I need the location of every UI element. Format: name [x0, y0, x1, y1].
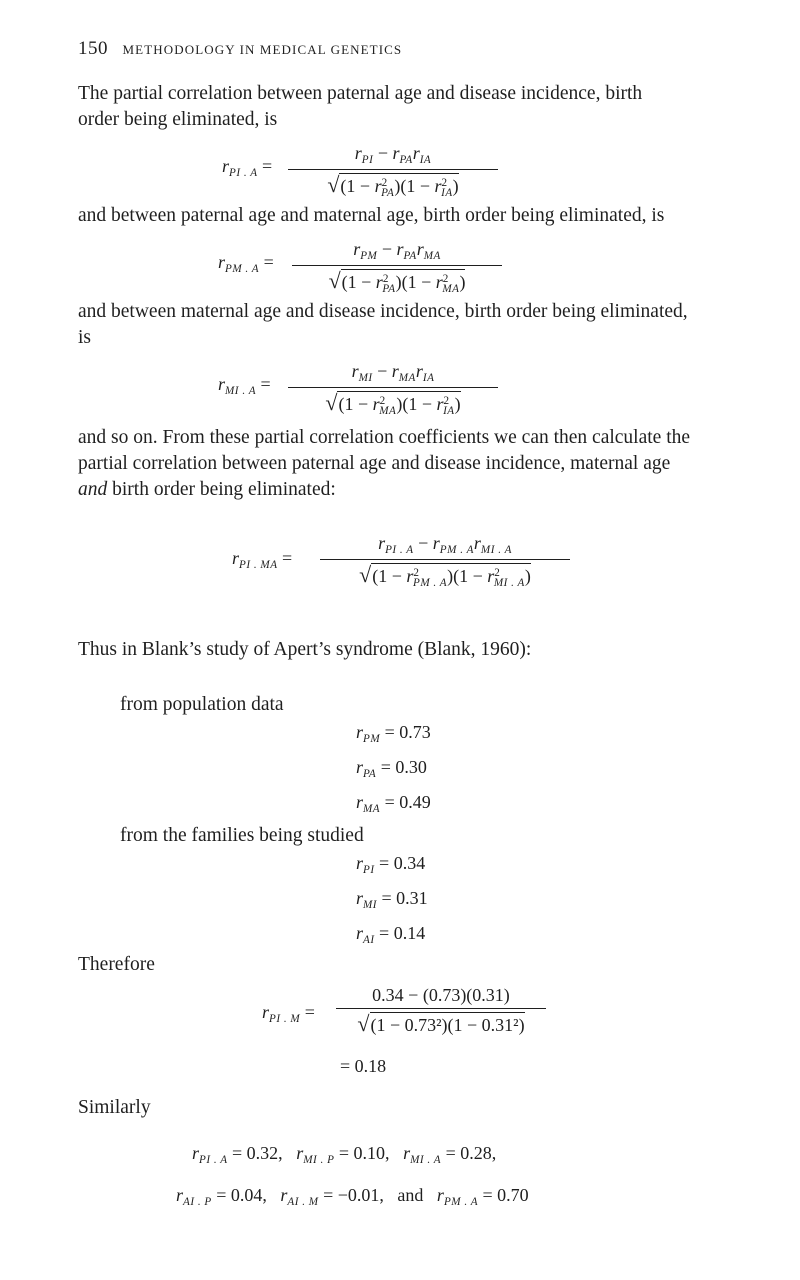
equation-mi-a: $r_{MI . A}$ = $r_{MI} - r_{MA}r_{IA}$ $√(1 - r^2_{MA})(1 - r^2_{IA})$	[218, 360, 518, 420]
paragraph-line: and so on. From these partial correlation coefficients we can then calculate the	[78, 427, 691, 448]
paragraph-line: and between paternal age and maternal age, birth order being eliminated, is	[78, 205, 665, 226]
similar-line-1: $r_{PI . A} = 0.32$, $r_{MI . P} = 0.10$, $r_{MI . A} = 0.28$,	[192, 1143, 497, 1166]
paragraph-line: partial correlation between paternal age and disease incidence, maternal age	[78, 453, 671, 474]
value-r-pa: $r_{PA} = 0.30$	[356, 757, 427, 780]
paragraph-line: order being eliminated, is	[78, 109, 278, 130]
value-r-ai: $r_{AI} = 0.14$	[356, 923, 426, 946]
paragraph-line: Thus in Blank’s study of Apert’s syndrome (Blank, 1960):	[78, 639, 532, 660]
running-title: METHODOLOGY IN MEDICAL GENETICS	[122, 42, 403, 57]
paragraph-line: and birth order being eliminated:	[78, 479, 336, 500]
section-label: from population data	[120, 694, 284, 715]
similar-line-2: $r_{AI . P} = 0.04$, $r_{AI . M} = -0.01$, and $r_{PM . A} = 0.70$	[176, 1185, 529, 1208]
paragraph-line: is	[78, 327, 92, 348]
section-label: from the families being studied	[120, 825, 364, 846]
section-label: Therefore	[78, 954, 155, 975]
page-number: 150	[78, 38, 108, 59]
calc-numerator: 0.34 − (0.73)(0.31)	[372, 985, 510, 1005]
equation-pi-a: $r_{PI . A}$ = $r_{PI} - r_{PA}r_{IA}$ $√(1 - r^2_{PA})(1 - r^2_{IA})$	[222, 142, 502, 202]
page-header	[78, 38, 402, 60]
value-r-pi: $r_{PI} = 0.34$	[356, 853, 426, 876]
value-r-mi: $r_{MI} = 0.31$	[356, 888, 428, 911]
emphasis-and: and	[78, 479, 108, 500]
section-label: Similarly	[78, 1097, 151, 1118]
calc-denominator: (1 − 0.73²)(1 − 0.31²)	[370, 1012, 525, 1037]
equation-numeric: $r_{PI . M}$ = 0.34 − (0.73)(0.31) √(1 − 0.73²)(1 − 0.31²)	[262, 984, 562, 1048]
calc-result: = 0.18	[340, 1056, 387, 1076]
paragraph-line: and between maternal age and disease incidence, birth order being eliminated,	[78, 301, 688, 322]
value-r-pm: $r_{PM} = 0.73$	[356, 722, 431, 745]
equation-pi-ma: $r_{PI . MA}$ = $r_{PI . A} - r_{PM . A}r_{MI . A}$ $√(1 - r^2_{PM . A})(1 - r^2_{MI . A})$	[232, 532, 592, 596]
paragraph-line: The partial correlation between paternal age and disease incidence, birth	[78, 83, 643, 104]
equation-pm-a: $r_{PM . A}$ = $r_{PM} - r_{PA}r_{MA}$ $√(1 - r^2_{PA})(1 - r^2_{MA})$	[218, 238, 518, 298]
value-r-ma: $r_{MA} = 0.49$	[356, 792, 431, 815]
